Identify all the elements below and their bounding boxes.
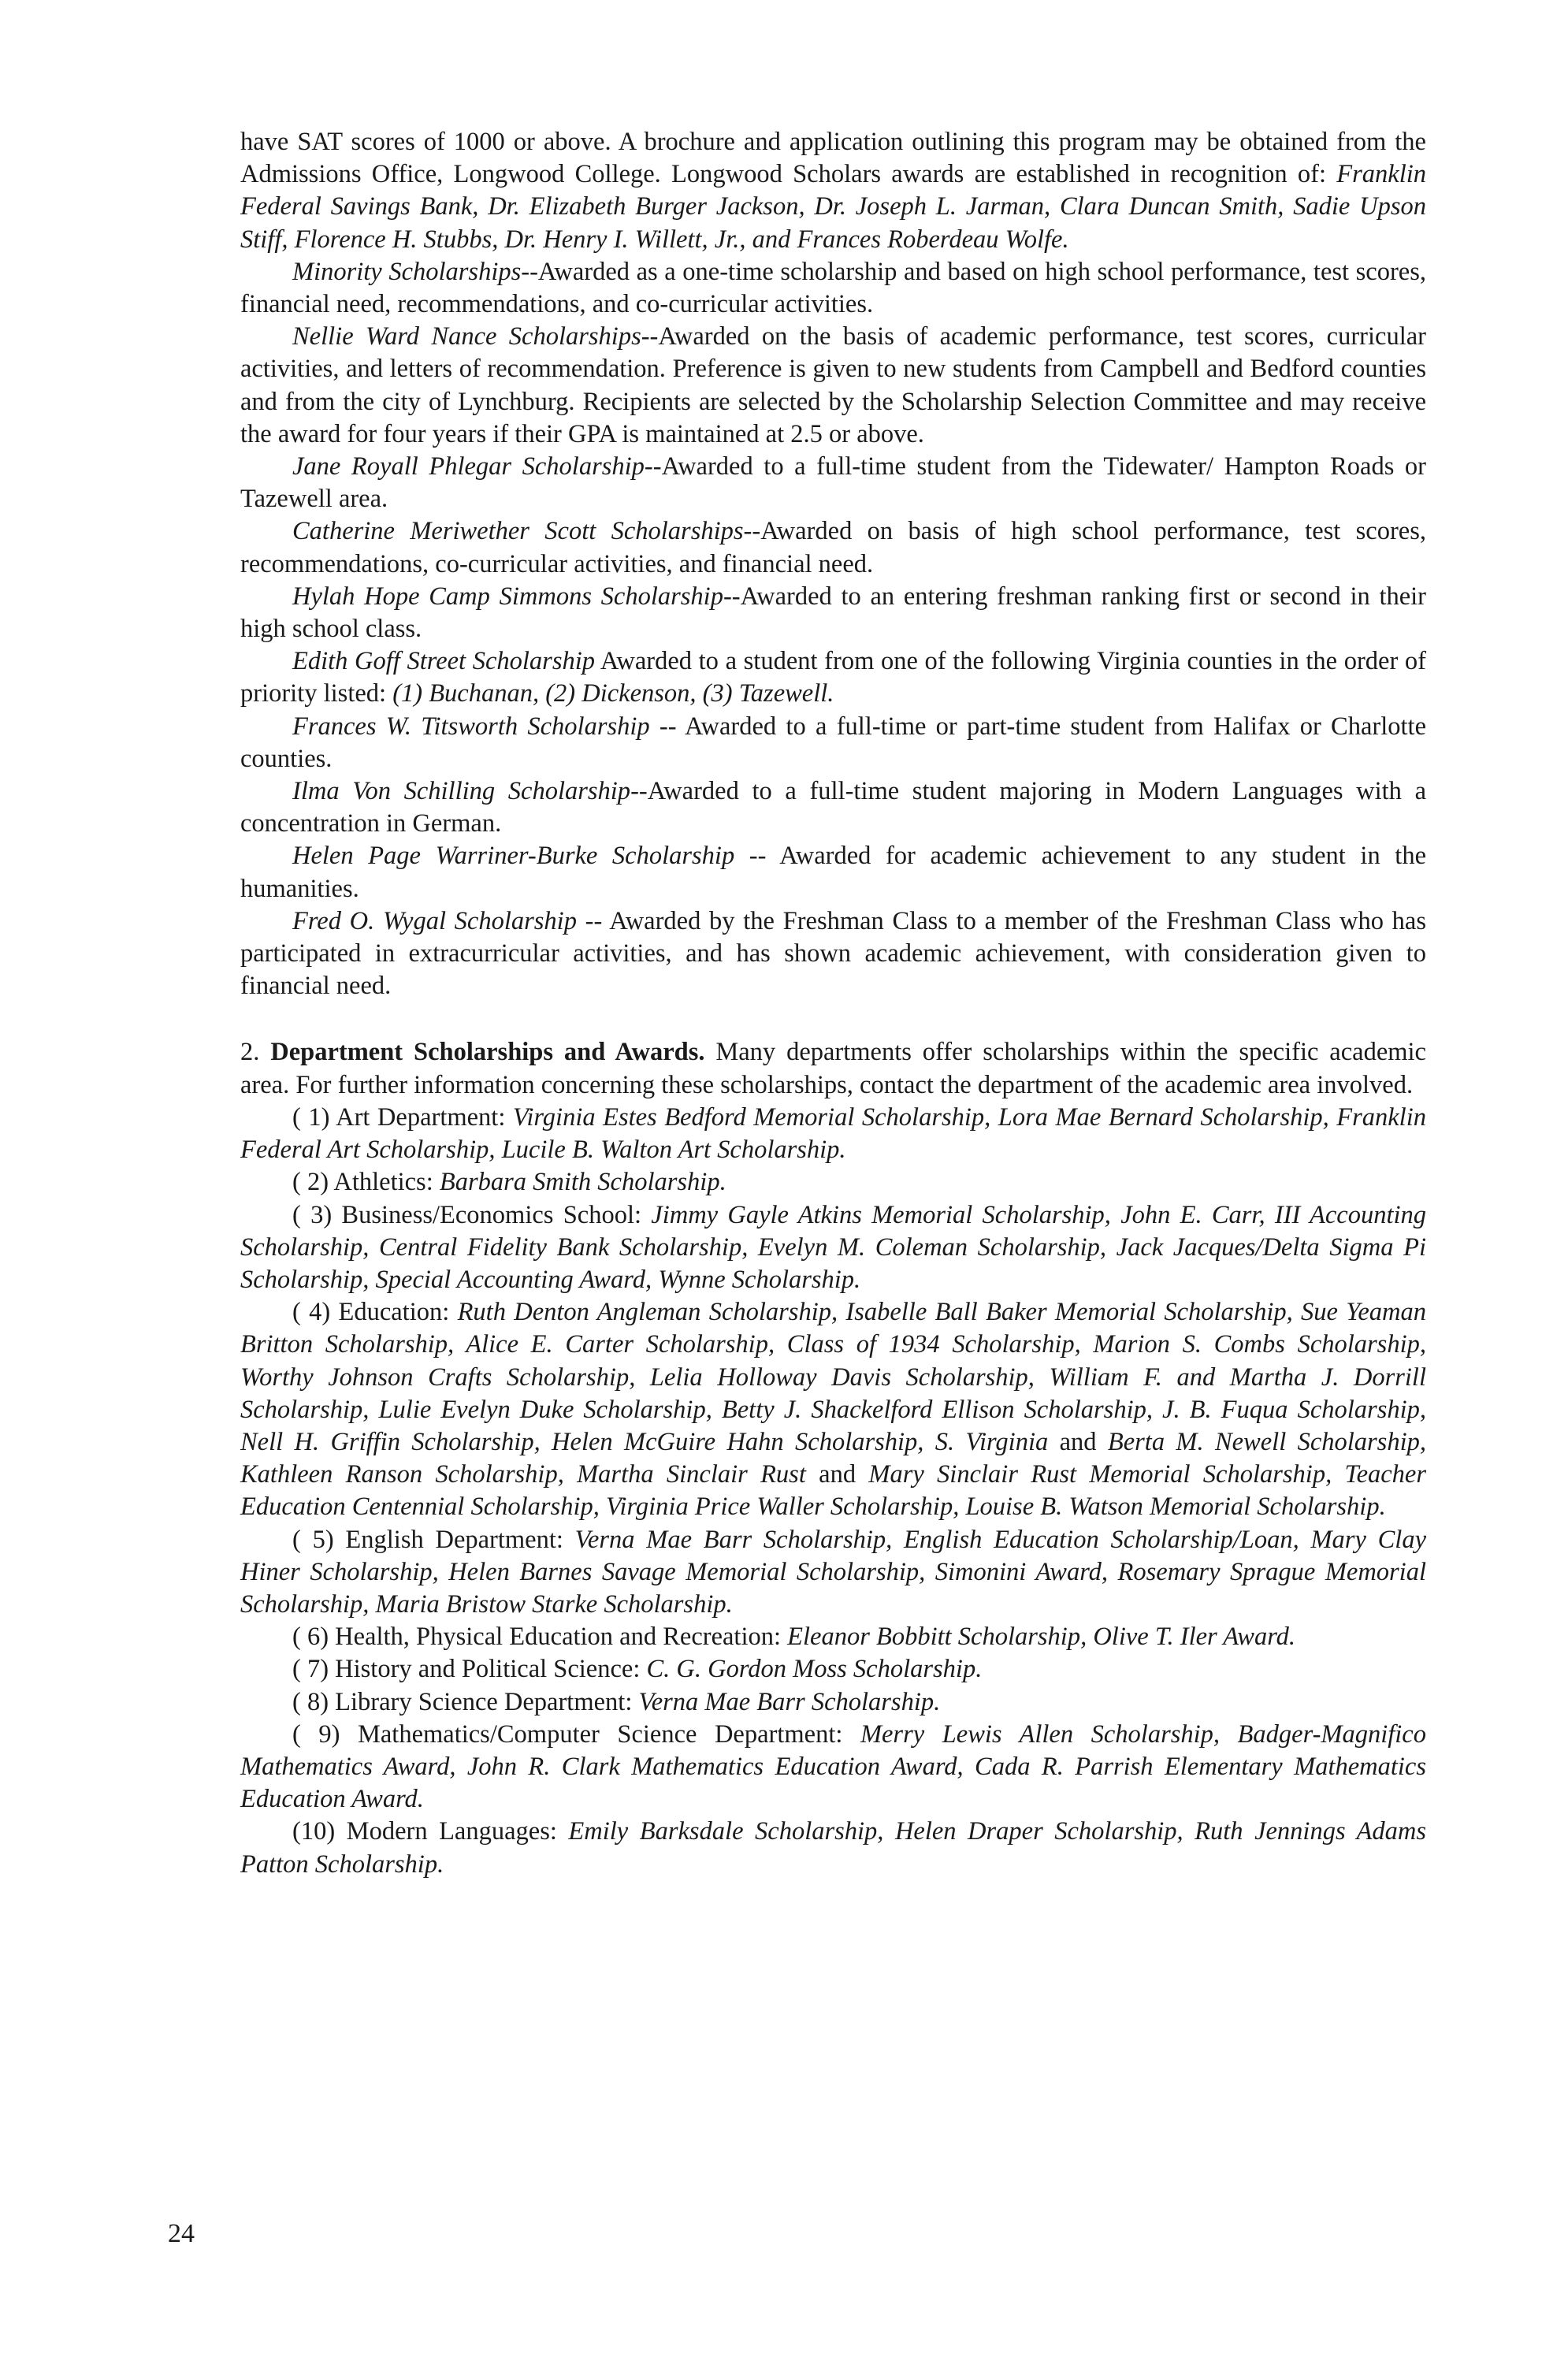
section-number: 2. — [240, 1038, 271, 1067]
scholarship-name: Jane Royall Phlegar Scholarship — [292, 452, 645, 481]
department-number: ( 6) — [292, 1623, 336, 1652]
department-entry — [240, 1816, 1426, 1880]
scholarship-name: Hylah Hope Camp Simmons Scholarship — [292, 582, 723, 611]
scholarship-desc: Awarded to a full-time student majoring in Modern Languages with a concentration in German. — [240, 777, 1426, 838]
department-entry — [240, 1653, 1426, 1686]
scholarship-desc: Awarded to a full-time student from the Tidewater/ Hampton Roads or Tazewell area. — [240, 452, 1427, 514]
department-list-cont: Mary Sinclair Rust Memorial Scholarship, Teacher Education Centennial Scholarship, Virginia Price Waller Scholarship, Louise B. Watson Memorial Scholarship. — [240, 1460, 1426, 1522]
scholarship-name: Nellie Ward Nance Scholarships — [292, 322, 641, 351]
section-2-paragraph — [240, 1036, 1426, 1101]
department-number: ( 9) — [292, 1719, 358, 1749]
department-list: Verna Mae Barr Scholarship. — [638, 1687, 941, 1716]
department-name: Business/Economics School: — [341, 1200, 652, 1229]
department-name: English Department: — [345, 1525, 575, 1554]
scholarship-name: Ilma Von Schilling Scholarship — [292, 777, 631, 806]
scholarship-name: Fred O. Wygal Scholarship — [292, 906, 577, 935]
department-entry — [240, 1621, 1426, 1653]
department-list-cont: Berta M. Newell Scholarship, Kathleen Ranson Scholarship, Martha Sinclair Rust — [240, 1427, 1426, 1489]
department-number: (10) — [292, 1817, 347, 1846]
scholarship-desc: Awarded on the basis of academic performance, test scores, curricular activities, and letters of recommendation. Preference is given to new students from Campbell and Bedford counties and from the city of Lynchburg. Recipients are selected by the Scholarship Selection Committee and may receive the award for four years if their GPA is maintained at 2.5 or above. — [240, 322, 1426, 448]
county-list: (1) Buchanan, (2) Dickenson, (3) Tazewell. — [392, 679, 834, 708]
department-list: Barbara Smith Scholarship. — [439, 1168, 726, 1197]
scholarship-entry: Ilma Von Schilling Scholarship--Awarded to a full-time student majoring in Modern Languages with a concentration in German. — [240, 777, 1426, 838]
department-number: ( 2) — [292, 1168, 334, 1197]
department-entry — [240, 1719, 1426, 1816]
department-list: Jimmy Gayle Atkins Memorial Scholarship, John E. Carr, III Accounting Scholarship, Central Fidelity Bank Scholarship, Evelyn M. Coleman Scholarship, Jack Jacques/Delta Sigma Pi Scholarship, Special Accounting Award, Wynne Scholarship. — [240, 1200, 1427, 1294]
scholarship-desc: Awarded by the Freshman Class to a member of the Freshman Class who has participated in extracurricular activities, and has shown academic achievement, with consideration given to financial need. — [240, 906, 1427, 1001]
department-number: ( 4) — [292, 1298, 339, 1327]
department-number: ( 3) — [292, 1200, 342, 1229]
scholarship-entry — [240, 645, 1426, 710]
continuation-text: have SAT scores of 1000 or above. A brochure and application outlining this program may be obtained from the Admissions Office, Longwood College. Longwood Scholars awards are established in recognition of: — [240, 128, 1426, 189]
scholarship-desc: Awarded as a one-time scholarship and based on high school performance, test scores, financial need, recommendations, and co-curricular activities. — [240, 257, 1426, 319]
department-name: Mathematics/Computer Science Department: — [357, 1719, 860, 1749]
scholarship-entry: Hylah Hope Camp Simmons Scholarship--Awarded to an entering freshman ranking first or second in their high school class. — [240, 582, 1426, 644]
continuation-names: Franklin Federal Savings Bank, Dr. Elizabeth Burger Jackson, Dr. Joseph L. Jarman, Clara Duncan Smith, Sadie Upson Stiff, Florence H. Stubbs, Dr. Henry I. Willett, Jr., and Frances Roberdeau Wolfe. — [240, 160, 1426, 254]
department-name: Education: — [338, 1298, 458, 1327]
page-number: 24 — [168, 2219, 195, 2248]
scholarship-desc: Awarded for academic achievement to any student in the humanities. — [240, 842, 1426, 903]
scholarship-name: Frances W. Titsworth Scholarship — [292, 712, 650, 741]
department-list: Ruth Denton Angleman Scholarship, Isabelle Ball Baker Memorial Scholarship, Sue Yeaman Britton Scholarship, Alice E. Carter Scholarship, Class of 1934 Scholarship, Marion S. Combs Scholarship, Worthy Johnson Crafts Scholarship, Lelia Holloway Davis Scholarship, William F. and Martha J. Dorrill Scholarship, Lulie Evelyn Duke Scholarship, Betty J. Shackelford Ellison Scholarship, J. B. Fuqua Scholarship, Nell H. Griffin Scholarship, Helen McGuire Hahn Scholarship, S. Virginia — [240, 1298, 1426, 1456]
department-entry — [240, 1166, 1426, 1199]
department-entry: ( 4) Education: Ruth Denton Angleman Scholarship, Isabelle Ball Baker Memorial Scholarship, Sue Yeaman Britton Scholarship, Alice E. Carter Scholarship, Class of 1934 Scholarship, Marion S. Combs Scholarship, Worthy Johnson Crafts Scholarship, Lelia Holloway Davis Scholarship, William F. and Martha J. Dorrill Scholarship, Lulie Evelyn Duke Scholarship, Betty J. Shackelford Ellison Scholarship, J. B. Fuqua Scholarship, Nell H. Griffin Scholarship, Helen McGuire Hahn Scholarship, S. Virginia and Berta M. Newell Scholarship, Kathleen Ranson Scholarship, Martha Sinclair Rust and Mary Sinclair Rust Memorial Scholarship, Teacher Education Centennial Scholarship, Virginia Price Waller Scholarship, Louise B. Watson Memorial Scholarship. — [240, 1298, 1426, 1522]
department-name: Art Department: — [336, 1102, 513, 1132]
scholarship-entry: Frances W. Titsworth Scholarship -- Awarded to a full-time or part-time student from Halifax or Charlotte counties. — [240, 712, 1426, 773]
scholarship-desc: Awarded to a student from one of the following Virginia counties in the order of priority listed: — [240, 647, 1426, 708]
scholarship-desc: Awarded on basis of high school performance, test scores, recommendations, co-curricular activities, and financial need. — [240, 517, 1426, 578]
department-entry — [240, 1199, 1426, 1297]
scholarship-desc: Awarded to a full-time or part-time student from Halifax or Charlotte counties. — [240, 712, 1426, 773]
department-number: ( 7) — [292, 1655, 336, 1684]
section-intro: Many departments offer scholarships within the specific academic area. For further information concerning these scholarships, contact the department of the academic area involved. — [240, 1038, 1426, 1099]
department-entry — [240, 1686, 1426, 1719]
section-heading: Department Scholarships and Awards. — [270, 1038, 705, 1067]
department-number: ( 8) — [292, 1687, 336, 1716]
scholarship-name: Catherine Meriwether Scott Scholarships — [292, 517, 744, 546]
department-name: Health, Physical Education and Recreation: — [335, 1623, 788, 1652]
continuation-paragraph — [240, 126, 1426, 256]
scholarship-entry: Nellie Ward Nance Scholarships--Awarded on the basis of academic performance, test scores, curricular activities, and letters of recommendation. Preference is given to new students from Campbell and Bedford counties and from the city of Lynchburg. Recipients are selected by the Scholarship Selection Committee and may receive the award for four years if their GPA is maintained at 2.5 or above. — [240, 322, 1426, 448]
department-name: Modern Languages: — [346, 1817, 569, 1846]
scholarship-entry: Minority Scholarships--Awarded as a one-time scholarship and based on high school performance, test scores, financial need, recommendations, and co-curricular activities. — [240, 257, 1426, 319]
department-name: History and Political Science: — [335, 1655, 647, 1684]
department-name: Athletics: — [333, 1168, 440, 1197]
scholarship-entry: Jane Royall Phlegar Scholarship--Awarded to a full-time student from the Tidewater/ Hampton Roads or Tazewell area. — [240, 452, 1427, 514]
scholarship-name: Edith Goff Street Scholarship — [292, 647, 596, 676]
scholarship-name: Minority Scholarships — [292, 257, 522, 286]
department-list: Virginia Estes Bedford Memorial Scholarship, Lora Mae Bernard Scholarship, Franklin Federal Art Scholarship, Lucile B. Walton Art Scholarship. — [240, 1102, 1426, 1165]
department-list: Verna Mae Barr Scholarship, English Education Scholarship/Loan, Mary Clay Hiner Scholarship, Helen Barnes Savage Memorial Scholarship, Simonini Award, Rosemary Sprague Memorial Scholarship, Maria Bristow Starke Scholarship. — [240, 1525, 1426, 1619]
page-body — [240, 126, 1426, 1881]
scholarship-entry: Fred O. Wygal Scholarship -- Awarded by the Freshman Class to a member of the Freshman Class who has participated in extracurricular activities, and has shown academic achievement, with consideration given to financial need. — [240, 906, 1427, 1001]
department-list: Eleanor Bobbitt Scholarship, Olive T. Iler Award. — [787, 1623, 1296, 1652]
section-gap — [240, 1002, 1426, 1036]
department-list: Merry Lewis Allen Scholarship, Badger-Magnifico Mathematics Award, John R. Clark Mathematics Education Award, Cada R. Parrish Elementary Mathematics Education Award. — [240, 1719, 1426, 1814]
department-list: C. G. Gordon Moss Scholarship. — [646, 1655, 983, 1684]
scholarship-entry: Helen Page Warriner-Burke Scholarship -- Awarded for academic achievement to any student in the humanities. — [240, 842, 1426, 903]
department-name: Library Science Department: — [335, 1687, 639, 1716]
department-entry — [240, 1524, 1426, 1622]
department-number: ( 5) — [292, 1525, 346, 1554]
department-number: ( 1) — [292, 1102, 336, 1132]
scholarship-entry: Catherine Meriwether Scott Scholarships--Awarded on basis of high school performance, test scores, recommendations, co-curricular activities, and financial need. — [240, 517, 1426, 578]
department-list: Emily Barksdale Scholarship, Helen Draper Scholarship, Ruth Jennings Adams Patton Scholarship. — [240, 1817, 1426, 1879]
scholarship-name: Helen Page Warriner-Burke Scholarship — [292, 842, 735, 871]
scholarship-desc: Awarded to an entering freshman ranking first or second in their high school class. — [240, 582, 1426, 644]
department-entry — [240, 1102, 1426, 1166]
